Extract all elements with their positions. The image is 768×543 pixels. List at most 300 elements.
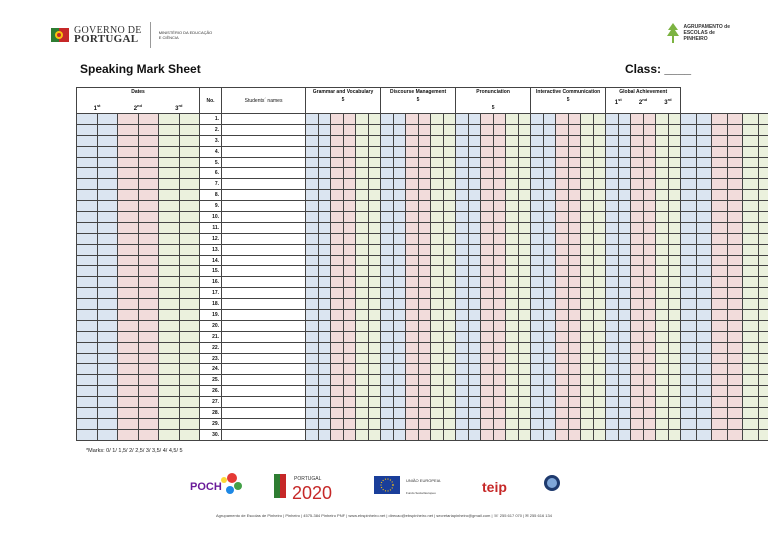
- mark-cell[interactable]: [727, 266, 743, 277]
- mark-cell[interactable]: [518, 375, 531, 386]
- mark-cell[interactable]: [456, 190, 469, 201]
- student-name-cell[interactable]: [222, 201, 306, 212]
- mark-cell[interactable]: [331, 375, 344, 386]
- mark-cell[interactable]: [381, 201, 394, 212]
- mark-cell[interactable]: [606, 386, 619, 397]
- mark-cell[interactable]: [681, 233, 697, 244]
- mark-cell[interactable]: [656, 114, 669, 125]
- mark-cell[interactable]: [331, 146, 344, 157]
- date-cell[interactable]: [77, 190, 98, 201]
- date-cell[interactable]: [138, 277, 159, 288]
- mark-cell[interactable]: [593, 168, 606, 179]
- date-cell[interactable]: [118, 277, 139, 288]
- date-cell[interactable]: [118, 342, 139, 353]
- mark-cell[interactable]: [368, 157, 381, 168]
- mark-cell[interactable]: [712, 222, 728, 233]
- date-cell[interactable]: [179, 277, 200, 288]
- student-name-cell[interactable]: [222, 157, 306, 168]
- mark-cell[interactable]: [712, 146, 728, 157]
- mark-cell[interactable]: [468, 212, 481, 223]
- mark-cell[interactable]: [727, 222, 743, 233]
- mark-cell[interactable]: [518, 179, 531, 190]
- date-cell[interactable]: [138, 201, 159, 212]
- mark-cell[interactable]: [393, 266, 406, 277]
- date-cell[interactable]: [97, 331, 118, 342]
- mark-cell[interactable]: [631, 201, 644, 212]
- mark-cell[interactable]: [443, 255, 456, 266]
- mark-cell[interactable]: [343, 299, 356, 310]
- mark-cell[interactable]: [696, 331, 712, 342]
- mark-cell[interactable]: [543, 244, 556, 255]
- date-cell[interactable]: [77, 179, 98, 190]
- date-cell[interactable]: [118, 135, 139, 146]
- mark-cell[interactable]: [443, 266, 456, 277]
- mark-cell[interactable]: [581, 288, 594, 299]
- mark-cell[interactable]: [456, 364, 469, 375]
- mark-cell[interactable]: [418, 331, 431, 342]
- mark-cell[interactable]: [643, 277, 656, 288]
- mark-cell[interactable]: [643, 114, 656, 125]
- mark-cell[interactable]: [406, 364, 419, 375]
- mark-cell[interactable]: [656, 386, 669, 397]
- mark-cell[interactable]: [568, 386, 581, 397]
- mark-cell[interactable]: [418, 124, 431, 135]
- mark-cell[interactable]: [493, 146, 506, 157]
- date-cell[interactable]: [138, 320, 159, 331]
- mark-cell[interactable]: [743, 310, 759, 321]
- date-cell[interactable]: [97, 353, 118, 364]
- mark-cell[interactable]: [381, 157, 394, 168]
- date-cell[interactable]: [97, 124, 118, 135]
- mark-cell[interactable]: [468, 255, 481, 266]
- mark-cell[interactable]: [493, 288, 506, 299]
- mark-cell[interactable]: [543, 179, 556, 190]
- mark-cell[interactable]: [668, 124, 681, 135]
- mark-cell[interactable]: [481, 266, 494, 277]
- mark-cell[interactable]: [681, 114, 697, 125]
- mark-cell[interactable]: [556, 364, 569, 375]
- mark-cell[interactable]: [468, 157, 481, 168]
- date-cell[interactable]: [97, 212, 118, 223]
- mark-cell[interactable]: [431, 342, 444, 353]
- mark-cell[interactable]: [393, 244, 406, 255]
- mark-cell[interactable]: [493, 201, 506, 212]
- mark-cell[interactable]: [518, 331, 531, 342]
- date-cell[interactable]: [179, 288, 200, 299]
- mark-cell[interactable]: [568, 288, 581, 299]
- date-cell[interactable]: [138, 146, 159, 157]
- mark-cell[interactable]: [356, 288, 369, 299]
- mark-cell[interactable]: [543, 353, 556, 364]
- date-cell[interactable]: [179, 233, 200, 244]
- mark-cell[interactable]: [643, 288, 656, 299]
- mark-cell[interactable]: [331, 342, 344, 353]
- mark-cell[interactable]: [393, 190, 406, 201]
- mark-cell[interactable]: [668, 342, 681, 353]
- mark-cell[interactable]: [618, 408, 631, 419]
- mark-cell[interactable]: [506, 190, 519, 201]
- mark-cell[interactable]: [456, 157, 469, 168]
- mark-cell[interactable]: [758, 114, 768, 125]
- mark-cell[interactable]: [758, 418, 768, 429]
- mark-cell[interactable]: [456, 299, 469, 310]
- date-cell[interactable]: [118, 408, 139, 419]
- mark-cell[interactable]: [643, 364, 656, 375]
- date-cell[interactable]: [77, 364, 98, 375]
- mark-cell[interactable]: [506, 320, 519, 331]
- date-cell[interactable]: [179, 310, 200, 321]
- date-cell[interactable]: [118, 397, 139, 408]
- mark-cell[interactable]: [643, 310, 656, 321]
- mark-cell[interactable]: [712, 244, 728, 255]
- date-cell[interactable]: [118, 168, 139, 179]
- date-cell[interactable]: [97, 233, 118, 244]
- mark-cell[interactable]: [456, 168, 469, 179]
- mark-cell[interactable]: [606, 222, 619, 233]
- mark-cell[interactable]: [631, 429, 644, 440]
- mark-cell[interactable]: [331, 190, 344, 201]
- mark-cell[interactable]: [493, 397, 506, 408]
- mark-cell[interactable]: [456, 375, 469, 386]
- date-cell[interactable]: [159, 179, 180, 190]
- mark-cell[interactable]: [431, 212, 444, 223]
- mark-cell[interactable]: [631, 288, 644, 299]
- mark-cell[interactable]: [631, 397, 644, 408]
- mark-cell[interactable]: [331, 288, 344, 299]
- mark-cell[interactable]: [681, 212, 697, 223]
- mark-cell[interactable]: [643, 157, 656, 168]
- mark-cell[interactable]: [712, 418, 728, 429]
- mark-cell[interactable]: [418, 201, 431, 212]
- mark-cell[interactable]: [656, 244, 669, 255]
- date-cell[interactable]: [77, 168, 98, 179]
- mark-cell[interactable]: [556, 288, 569, 299]
- mark-cell[interactable]: [668, 408, 681, 419]
- date-cell[interactable]: [138, 386, 159, 397]
- date-cell[interactable]: [118, 299, 139, 310]
- mark-cell[interactable]: [443, 157, 456, 168]
- date-cell[interactable]: [159, 146, 180, 157]
- mark-cell[interactable]: [431, 255, 444, 266]
- mark-cell[interactable]: [456, 233, 469, 244]
- mark-cell[interactable]: [696, 266, 712, 277]
- mark-cell[interactable]: [381, 320, 394, 331]
- mark-cell[interactable]: [443, 135, 456, 146]
- mark-cell[interactable]: [618, 255, 631, 266]
- mark-cell[interactable]: [381, 266, 394, 277]
- date-cell[interactable]: [118, 375, 139, 386]
- mark-cell[interactable]: [606, 114, 619, 125]
- mark-cell[interactable]: [306, 244, 319, 255]
- mark-cell[interactable]: [481, 429, 494, 440]
- date-cell[interactable]: [138, 342, 159, 353]
- mark-cell[interactable]: [418, 408, 431, 419]
- date-cell[interactable]: [77, 288, 98, 299]
- mark-cell[interactable]: [668, 233, 681, 244]
- mark-cell[interactable]: [681, 364, 697, 375]
- mark-cell[interactable]: [418, 233, 431, 244]
- mark-cell[interactable]: [468, 222, 481, 233]
- mark-cell[interactable]: [418, 135, 431, 146]
- mark-cell[interactable]: [681, 179, 697, 190]
- mark-cell[interactable]: [481, 124, 494, 135]
- mark-cell[interactable]: [758, 375, 768, 386]
- mark-cell[interactable]: [506, 342, 519, 353]
- mark-cell[interactable]: [531, 190, 544, 201]
- mark-cell[interactable]: [318, 375, 331, 386]
- mark-cell[interactable]: [306, 179, 319, 190]
- mark-cell[interactable]: [306, 114, 319, 125]
- mark-cell[interactable]: [758, 146, 768, 157]
- mark-cell[interactable]: [631, 135, 644, 146]
- mark-cell[interactable]: [356, 429, 369, 440]
- mark-cell[interactable]: [727, 190, 743, 201]
- date-cell[interactable]: [118, 353, 139, 364]
- mark-cell[interactable]: [581, 168, 594, 179]
- mark-cell[interactable]: [543, 135, 556, 146]
- date-cell[interactable]: [97, 222, 118, 233]
- mark-cell[interactable]: [331, 179, 344, 190]
- mark-cell[interactable]: [468, 201, 481, 212]
- date-cell[interactable]: [179, 212, 200, 223]
- mark-cell[interactable]: [393, 157, 406, 168]
- mark-cell[interactable]: [418, 244, 431, 255]
- mark-cell[interactable]: [531, 146, 544, 157]
- date-cell[interactable]: [159, 255, 180, 266]
- mark-cell[interactable]: [381, 397, 394, 408]
- mark-cell[interactable]: [606, 310, 619, 321]
- mark-cell[interactable]: [656, 364, 669, 375]
- mark-cell[interactable]: [318, 266, 331, 277]
- mark-cell[interactable]: [468, 418, 481, 429]
- mark-cell[interactable]: [493, 353, 506, 364]
- mark-cell[interactable]: [758, 331, 768, 342]
- mark-cell[interactable]: [606, 299, 619, 310]
- mark-cell[interactable]: [581, 429, 594, 440]
- mark-cell[interactable]: [568, 342, 581, 353]
- date-cell[interactable]: [97, 266, 118, 277]
- mark-cell[interactable]: [331, 266, 344, 277]
- mark-cell[interactable]: [356, 375, 369, 386]
- date-cell[interactable]: [179, 331, 200, 342]
- mark-cell[interactable]: [543, 418, 556, 429]
- date-cell[interactable]: [77, 310, 98, 321]
- mark-cell[interactable]: [727, 386, 743, 397]
- mark-cell[interactable]: [606, 375, 619, 386]
- mark-cell[interactable]: [393, 255, 406, 266]
- mark-cell[interactable]: [593, 255, 606, 266]
- date-cell[interactable]: [179, 255, 200, 266]
- mark-cell[interactable]: [531, 277, 544, 288]
- mark-cell[interactable]: [696, 124, 712, 135]
- student-name-cell[interactable]: [222, 233, 306, 244]
- date-cell[interactable]: [179, 114, 200, 125]
- mark-cell[interactable]: [531, 418, 544, 429]
- mark-cell[interactable]: [543, 375, 556, 386]
- mark-cell[interactable]: [331, 135, 344, 146]
- mark-cell[interactable]: [743, 124, 759, 135]
- mark-cell[interactable]: [696, 222, 712, 233]
- mark-cell[interactable]: [727, 168, 743, 179]
- mark-cell[interactable]: [456, 418, 469, 429]
- date-cell[interactable]: [138, 233, 159, 244]
- mark-cell[interactable]: [668, 114, 681, 125]
- mark-cell[interactable]: [556, 418, 569, 429]
- mark-cell[interactable]: [306, 277, 319, 288]
- date-cell[interactable]: [179, 222, 200, 233]
- date-cell[interactable]: [138, 179, 159, 190]
- date-cell[interactable]: [138, 310, 159, 321]
- mark-cell[interactable]: [506, 212, 519, 223]
- date-cell[interactable]: [138, 397, 159, 408]
- date-cell[interactable]: [77, 124, 98, 135]
- date-cell[interactable]: [118, 190, 139, 201]
- mark-cell[interactable]: [456, 386, 469, 397]
- mark-cell[interactable]: [306, 255, 319, 266]
- date-cell[interactable]: [97, 386, 118, 397]
- mark-cell[interactable]: [518, 146, 531, 157]
- mark-cell[interactable]: [443, 233, 456, 244]
- mark-cell[interactable]: [696, 146, 712, 157]
- mark-cell[interactable]: [368, 255, 381, 266]
- mark-cell[interactable]: [518, 244, 531, 255]
- mark-cell[interactable]: [506, 124, 519, 135]
- mark-cell[interactable]: [712, 375, 728, 386]
- mark-cell[interactable]: [581, 222, 594, 233]
- mark-cell[interactable]: [568, 233, 581, 244]
- date-cell[interactable]: [97, 255, 118, 266]
- date-cell[interactable]: [159, 397, 180, 408]
- mark-cell[interactable]: [656, 397, 669, 408]
- mark-cell[interactable]: [593, 342, 606, 353]
- mark-cell[interactable]: [443, 277, 456, 288]
- mark-cell[interactable]: [506, 222, 519, 233]
- mark-cell[interactable]: [318, 320, 331, 331]
- mark-cell[interactable]: [668, 168, 681, 179]
- mark-cell[interactable]: [418, 310, 431, 321]
- mark-cell[interactable]: [743, 277, 759, 288]
- mark-cell[interactable]: [727, 408, 743, 419]
- mark-cell[interactable]: [506, 135, 519, 146]
- mark-cell[interactable]: [593, 375, 606, 386]
- mark-cell[interactable]: [331, 255, 344, 266]
- mark-cell[interactable]: [406, 375, 419, 386]
- mark-cell[interactable]: [727, 331, 743, 342]
- mark-cell[interactable]: [318, 342, 331, 353]
- date-cell[interactable]: [159, 212, 180, 223]
- mark-cell[interactable]: [331, 429, 344, 440]
- mark-cell[interactable]: [556, 320, 569, 331]
- mark-cell[interactable]: [406, 288, 419, 299]
- mark-cell[interactable]: [643, 331, 656, 342]
- mark-cell[interactable]: [468, 331, 481, 342]
- date-cell[interactable]: [138, 375, 159, 386]
- mark-cell[interactable]: [306, 310, 319, 321]
- student-name-cell[interactable]: [222, 114, 306, 125]
- mark-cell[interactable]: [758, 244, 768, 255]
- mark-cell[interactable]: [668, 266, 681, 277]
- mark-cell[interactable]: [727, 353, 743, 364]
- mark-cell[interactable]: [331, 201, 344, 212]
- mark-cell[interactable]: [543, 114, 556, 125]
- mark-cell[interactable]: [331, 331, 344, 342]
- mark-cell[interactable]: [493, 266, 506, 277]
- mark-cell[interactable]: [343, 331, 356, 342]
- mark-cell[interactable]: [531, 201, 544, 212]
- date-cell[interactable]: [179, 342, 200, 353]
- mark-cell[interactable]: [306, 299, 319, 310]
- mark-cell[interactable]: [343, 179, 356, 190]
- mark-cell[interactable]: [556, 408, 569, 419]
- mark-cell[interactable]: [356, 342, 369, 353]
- mark-cell[interactable]: [406, 212, 419, 223]
- mark-cell[interactable]: [643, 255, 656, 266]
- mark-cell[interactable]: [543, 157, 556, 168]
- mark-cell[interactable]: [543, 408, 556, 419]
- mark-cell[interactable]: [481, 201, 494, 212]
- mark-cell[interactable]: [318, 310, 331, 321]
- mark-cell[interactable]: [381, 288, 394, 299]
- mark-cell[interactable]: [381, 244, 394, 255]
- mark-cell[interactable]: [758, 124, 768, 135]
- mark-cell[interactable]: [543, 124, 556, 135]
- mark-cell[interactable]: [468, 408, 481, 419]
- mark-cell[interactable]: [643, 179, 656, 190]
- mark-cell[interactable]: [712, 353, 728, 364]
- mark-cell[interactable]: [518, 114, 531, 125]
- mark-cell[interactable]: [606, 190, 619, 201]
- mark-cell[interactable]: [606, 397, 619, 408]
- mark-cell[interactable]: [306, 201, 319, 212]
- mark-cell[interactable]: [481, 418, 494, 429]
- mark-cell[interactable]: [656, 310, 669, 321]
- mark-cell[interactable]: [696, 255, 712, 266]
- mark-cell[interactable]: [431, 429, 444, 440]
- mark-cell[interactable]: [531, 397, 544, 408]
- mark-cell[interactable]: [431, 146, 444, 157]
- mark-cell[interactable]: [743, 168, 759, 179]
- mark-cell[interactable]: [493, 168, 506, 179]
- mark-cell[interactable]: [758, 201, 768, 212]
- mark-cell[interactable]: [593, 331, 606, 342]
- mark-cell[interactable]: [556, 353, 569, 364]
- date-cell[interactable]: [97, 310, 118, 321]
- mark-cell[interactable]: [456, 255, 469, 266]
- mark-cell[interactable]: [618, 179, 631, 190]
- mark-cell[interactable]: [606, 146, 619, 157]
- mark-cell[interactable]: [518, 288, 531, 299]
- date-cell[interactable]: [179, 201, 200, 212]
- date-cell[interactable]: [159, 429, 180, 440]
- mark-cell[interactable]: [656, 429, 669, 440]
- mark-cell[interactable]: [631, 299, 644, 310]
- mark-cell[interactable]: [758, 342, 768, 353]
- mark-cell[interactable]: [306, 418, 319, 429]
- date-cell[interactable]: [159, 353, 180, 364]
- mark-cell[interactable]: [406, 222, 419, 233]
- date-cell[interactable]: [159, 331, 180, 342]
- mark-cell[interactable]: [381, 222, 394, 233]
- mark-cell[interactable]: [568, 310, 581, 321]
- mark-cell[interactable]: [581, 364, 594, 375]
- date-cell[interactable]: [97, 179, 118, 190]
- mark-cell[interactable]: [468, 320, 481, 331]
- mark-cell[interactable]: [393, 146, 406, 157]
- mark-cell[interactable]: [481, 331, 494, 342]
- mark-cell[interactable]: [606, 353, 619, 364]
- mark-cell[interactable]: [518, 364, 531, 375]
- mark-cell[interactable]: [643, 353, 656, 364]
